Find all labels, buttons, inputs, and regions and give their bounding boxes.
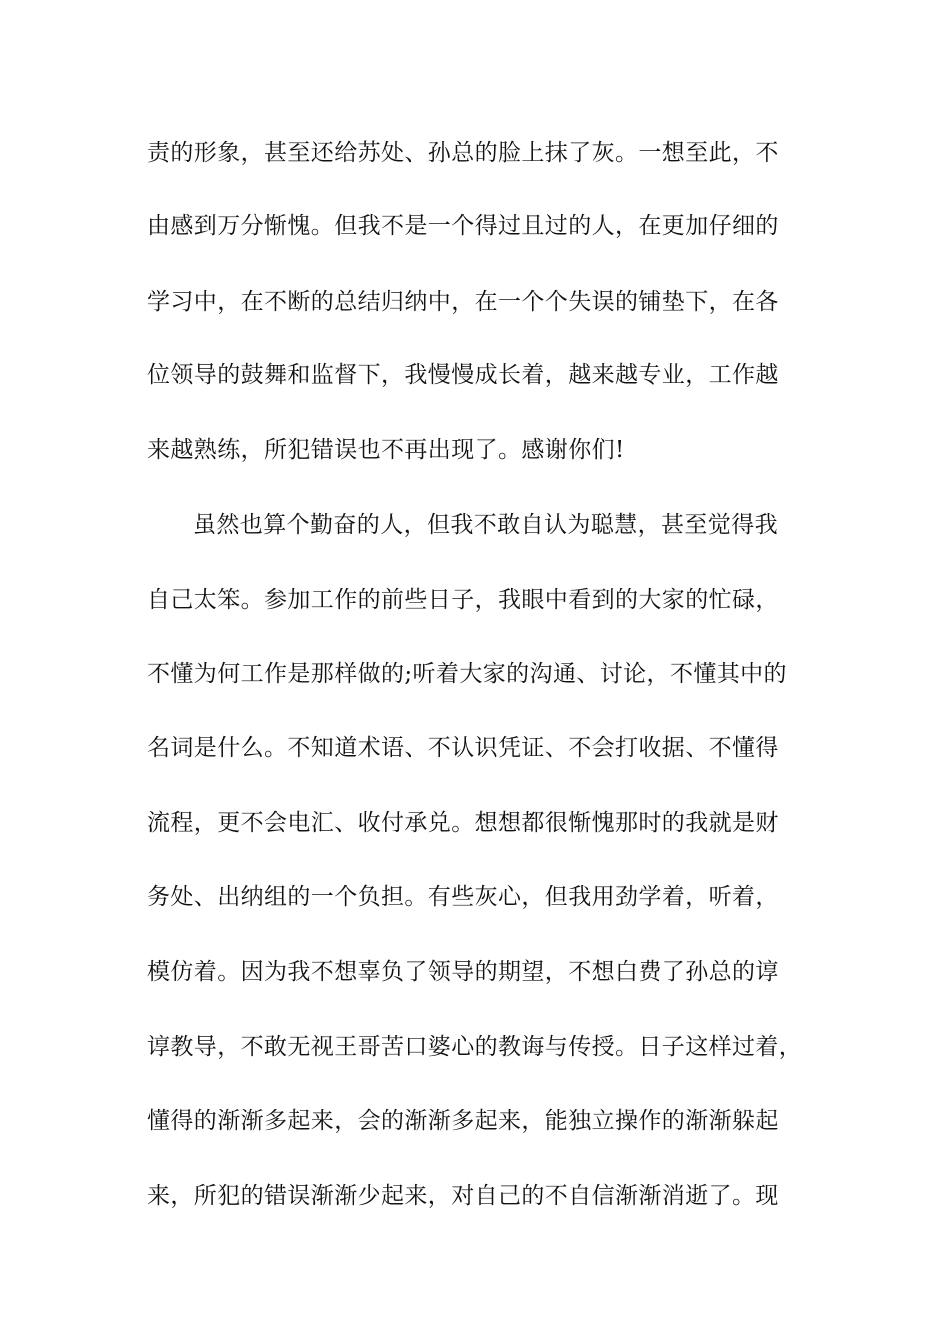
text-line-7: 自己太笨。参加工作的前些日子，我眼中看到的大家的忙碌， [147,587,779,613]
text-line-14: 懂得的渐渐多起来，会的渐渐多起来，能独立操作的渐渐躲起 [147,1108,779,1134]
text-line-1: 责的形象，甚至还给苏处、孙总的脸上抹了灰。一想至此，不 [147,140,779,166]
text-line-13: 谆教导，不敢无视王哥苦口婆心的教诲与传授。日子这样过着， [147,1034,803,1060]
text-line-10: 流程，更不会电汇、收付承兑。想想都很惭愧那时的我就是财 [147,810,779,836]
text-line-11: 务处、出纳组的一个负担。有些灰心，但我用劲学着，听着， [147,884,779,910]
text-line-12: 模仿着。因为我不想辜负了领导的期望，不想白费了孙总的谆 [147,959,779,985]
text-line-9: 名词是什么。不知道术语、不认识凭证、不会打收据、不懂得 [147,735,779,761]
text-line-5: 来越熟练，所犯错误也不再出现了。感谢你们! [147,437,625,463]
paragraph-start-line: 虽然也算个勤奋的人，但我不敢自认为聪慧，甚至觉得我 [193,512,778,538]
text-line-15: 来，所犯的错误渐渐少起来，对自己的不自信渐渐消逝了。现 [147,1183,779,1209]
text-line-2: 由感到万分惭愧。但我不是一个得过且过的人，在更加仔细的 [147,213,779,239]
text-line-3: 学习中，在不断的总结归纳中，在一个个失误的铺垫下，在各 [147,289,779,315]
text-line-8: 不懂为何工作是那样做的;听着大家的沟通、讨论，不懂其中的 [147,661,787,687]
text-line-4: 位领导的鼓舞和监督下，我慢慢成长着，越来越专业，工作越 [147,362,779,388]
